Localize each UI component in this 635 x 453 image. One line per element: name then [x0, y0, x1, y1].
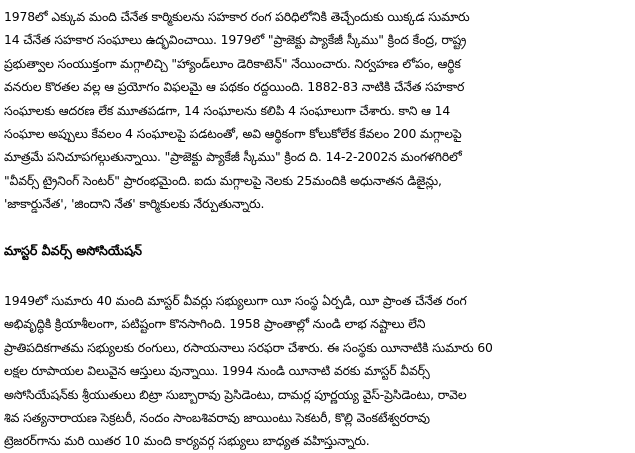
- section-heading: మాస్టర్ వీవర్స్ అసోసియేషన్: [4, 243, 142, 258]
- text-line: 'జాకార్డునేత', 'జిందాని నేత' కార్మికులకు నేర్పుతున్నారు.: [4, 196, 265, 212]
- text-line: సంఘాలకు ఆదరణ లేక మూతపడగా, 14 సంఘాలను కలిపి 4 సంఘాలుగా చేశారు. కాని ఆ 14: [4, 102, 451, 118]
- text-line: శివ సత్యనారాయణ సెక్రటరీ, నందం సాంబశివరావు జాయింటు సెకటరీ, కొల్లి వెంకటేశ్వరరావు: [4, 410, 430, 426]
- paragraph-master-weavers-association: [4, 289, 493, 453]
- text-line: అసోసియేషన్‌కు శ్రీయుతులు బిట్రా సుబ్బారావు ప్రెసిడెంటు, దామర్ల పూర్ణయ్య వైస్-ప్రెసిడెంటు, రావెల: [4, 386, 467, 402]
- paragraph-cooperative-history: [4, 5, 470, 216]
- text-line: ట్రెజరర్‌గాను మరి యితర 10 మంది కార్యవర్గ సభ్యులు బాధ్యత వహిస్తున్నారు.: [4, 433, 370, 449]
- text-line: లక్షల రూపాయల విలువైన ఆస్తులు వున్నాయి. 1994 నుండి యీనాటి వరకు మాస్టర్ వీవర్స్: [4, 363, 430, 379]
- text-line: 1949లో సుమారు 40 మంది మాస్టర్ వీవర్లు సభ్యులుగా యీ సంస్థ ఏర్పడి, యీ ప్రాంత చేనేత రంగ: [4, 293, 467, 308]
- text-line: వనరుల కొరతల వల్ల ఆ ప్రయోగం విఫలమై ఆ పథకం రద్దయింది. 1882-83 నాటికి చేనేత సహకార: [4, 79, 465, 95]
- text-line: అభివృద్ధికి క్రియాశీలంగా, పటిష్టంగా కొనసాగింది. 1958 ప్రాంతాల్లో నుండి లాభ నష్టాలు లేని: [4, 316, 426, 332]
- text-line: మాత్రమే పనిచూపగల్గుతున్నాయి. "ప్రాజెక్టు ప్యాకేజీ స్కీము" క్రింద ది. 14-2-2002న మంగళగిరిలో: [4, 149, 462, 165]
- text-line: సంఘాల అప్పులు కేవలం 4 సంఘాలపై పడటంతో, అవి ఆర్థికంగా కోలుకోలేక కేవలం 200 మగ్గాలపై: [4, 126, 462, 142]
- text-line: ప్రాతిపదికగాతమ సభ్యులకు రంగులు, రసాయనాలు సరఫరా చేశారు. ఈ సంస్థకు యీనాటికి సుమారు 60: [4, 339, 493, 355]
- text-line: 1978లో ఎక్కువ మంది చేనేత కార్మికులను సహకార రంగ పరిధిలోనికి తెచ్చేందుకు యిక్కడ సుమారు: [4, 9, 470, 24]
- text-line: 14 చేనేత సహకార సంఘాలు ఉద్భవించాయి. 1979లో "ప్రాజెక్టు ప్యాకేజీ స్కీము" క్రింద కేంద్ర, రాష్ట్ర: [4, 32, 467, 48]
- text-line: "వీవర్స్ ట్రైనింగ్ సెంటర్" ప్రారంభమైంది. ఐదు మగ్గాలపై నెలకు 25మందికి అధునాతన డిజైన్లు,: [4, 172, 442, 188]
- text-line: ప్రభుత్వాల సంయుక్తంగా మగ్గాలిచ్చి "హ్యాండ్‌లూం డెరికాటెన్" నేయించారు. నిర్వహణ లోపం, ఆర్థిక: [4, 55, 461, 71]
